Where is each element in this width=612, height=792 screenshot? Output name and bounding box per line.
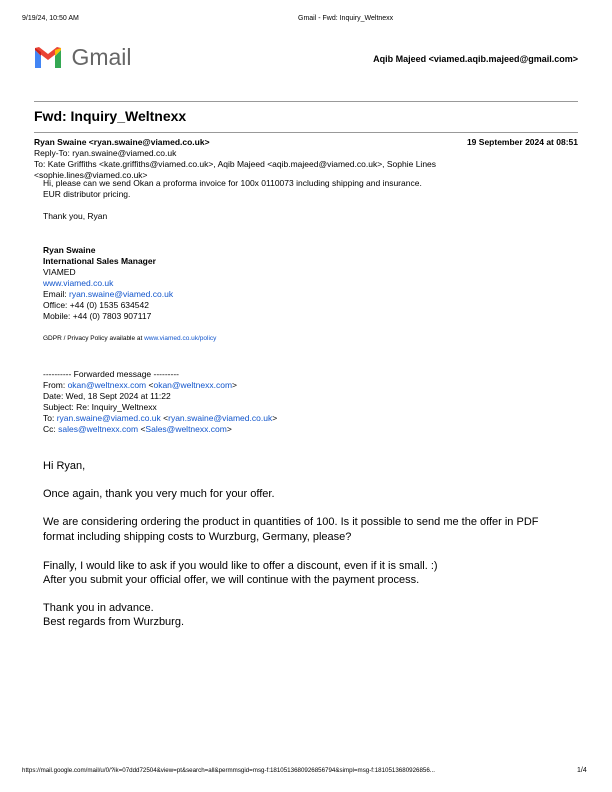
fwd-body-line: Thank you in advance.	[43, 602, 154, 614]
sig-email-label: Email:	[43, 289, 67, 299]
print-url: https://mail.google.com/mail/u/0/?ik=07ddd72504&view=pt&search=all&permmsgid=msg-f:1810513680926856794&simpl=msg-f:1810513680926856...	[22, 767, 435, 774]
page-number: 1/4	[577, 767, 587, 774]
divider	[34, 101, 578, 102]
gdpr-text: GDPR / Privacy Policy available at	[43, 335, 143, 342]
sig-email-row	[43, 289, 173, 300]
sig-email-link[interactable]: ryan.swaine@viamed.co.uk	[69, 289, 174, 299]
sig-name: Ryan Swaine	[43, 245, 96, 255]
fwd-subject: Subject: Re: Inquiry_Weltnexx	[43, 402, 157, 412]
reply-to: Reply-To: ryan.swaine@viamed.co.uk	[34, 148, 177, 158]
sender: Ryan Swaine <ryan.swaine@viamed.co.uk>	[34, 137, 210, 147]
gdpr-link[interactable]: www.viamed.co.uk/policy	[144, 335, 217, 342]
fwd-to-link[interactable]: ryan.swaine@viamed.co.uk	[56, 413, 161, 423]
gmail-logo	[33, 44, 132, 71]
fwd-cc-email-link[interactable]: Sales@weltnexx.com	[145, 424, 227, 434]
fwd-date: Date: Wed, 18 Sept 2024 at 11:22	[43, 391, 171, 401]
sig-website-link[interactable]: www.viamed.co.uk	[43, 278, 114, 288]
recipients-cont: <sophie.lines@viamed.co.uk>	[34, 170, 148, 180]
forwarded-heading: ---------- Forwarded message ---------	[43, 369, 179, 379]
fwd-from: From: okan@weltnexx.com <okan@weltnexx.com>	[43, 380, 237, 390]
fwd-body-line: Hi Ryan,	[43, 460, 86, 472]
body-line: Thank you, Ryan	[43, 211, 108, 221]
message-date: 19 September 2024 at 08:51	[466, 137, 578, 147]
fwd-cc: Cc: sales@weltnexx.com <Sales@weltnexx.com>	[43, 424, 232, 434]
gdpr-row	[43, 335, 216, 342]
print-title: Gmail - Fwd: Inquiry_Weltnexx	[298, 15, 394, 22]
divider	[34, 132, 578, 133]
fwd-to: To: ryan.swaine@viamed.co.uk <ryan.swaine@viamed.co.uk>	[43, 413, 278, 423]
label: To:	[43, 413, 55, 423]
sig-company: VIAMED	[43, 267, 76, 277]
sig-role: International Sales Manager	[43, 256, 156, 266]
fwd-to-email-link[interactable]: ryan.swaine@viamed.co.uk	[168, 413, 273, 423]
body-line: EUR distributor pricing.	[43, 189, 131, 199]
sig-mobile: Mobile: +44 (0) 7803 907117	[43, 311, 152, 321]
fwd-from-link[interactable]: okan@weltnexx.com	[67, 380, 147, 390]
recipients: To: Kate Griffiths <kate.griffiths@viamed.co.uk>, Aqib Majeed <aqib.majeed@viamed.co.uk>, Sophie Lines	[34, 159, 437, 169]
label: From:	[43, 380, 66, 390]
print-datetime: 9/19/24, 10:50 AM	[22, 15, 79, 22]
fwd-body-line: format including shipping costs to Wurzburg, Germany, please?	[43, 531, 352, 543]
label: Cc:	[43, 424, 56, 434]
fwd-cc-link[interactable]: sales@weltnexx.com	[58, 424, 139, 434]
fwd-from-email-link[interactable]: okan@weltnexx.com	[153, 380, 233, 390]
fwd-body-line: Finally, I would like to ask if you would like to offer a discount, even if it is small. :)	[43, 560, 438, 572]
gmail-wordmark: Gmail	[71, 44, 132, 70]
fwd-body-line: We are considering ordering the product in quantities of 100. Is it possible to send me the offer in PDF	[43, 516, 539, 528]
account-email: Aqib Majeed <viamed.aqib.majeed@gmail.com>	[373, 54, 578, 64]
fwd-body-line: Best regards from Wurzburg.	[43, 616, 185, 628]
body-line: Hi, please can we send Okan a proforma invoice for 100x 0110073 including shipping and insurance.	[43, 178, 422, 188]
email-subject: Fwd: Inquiry_Weltnexx	[34, 108, 187, 124]
fwd-body-line: After you submit your official offer, we will continue with the payment process.	[43, 574, 420, 586]
sig-office: Office: +44 (0) 1535 634542	[43, 300, 149, 310]
gmail-m-icon	[33, 46, 63, 70]
fwd-body-line: Once again, thank you very much for your offer.	[43, 488, 275, 500]
